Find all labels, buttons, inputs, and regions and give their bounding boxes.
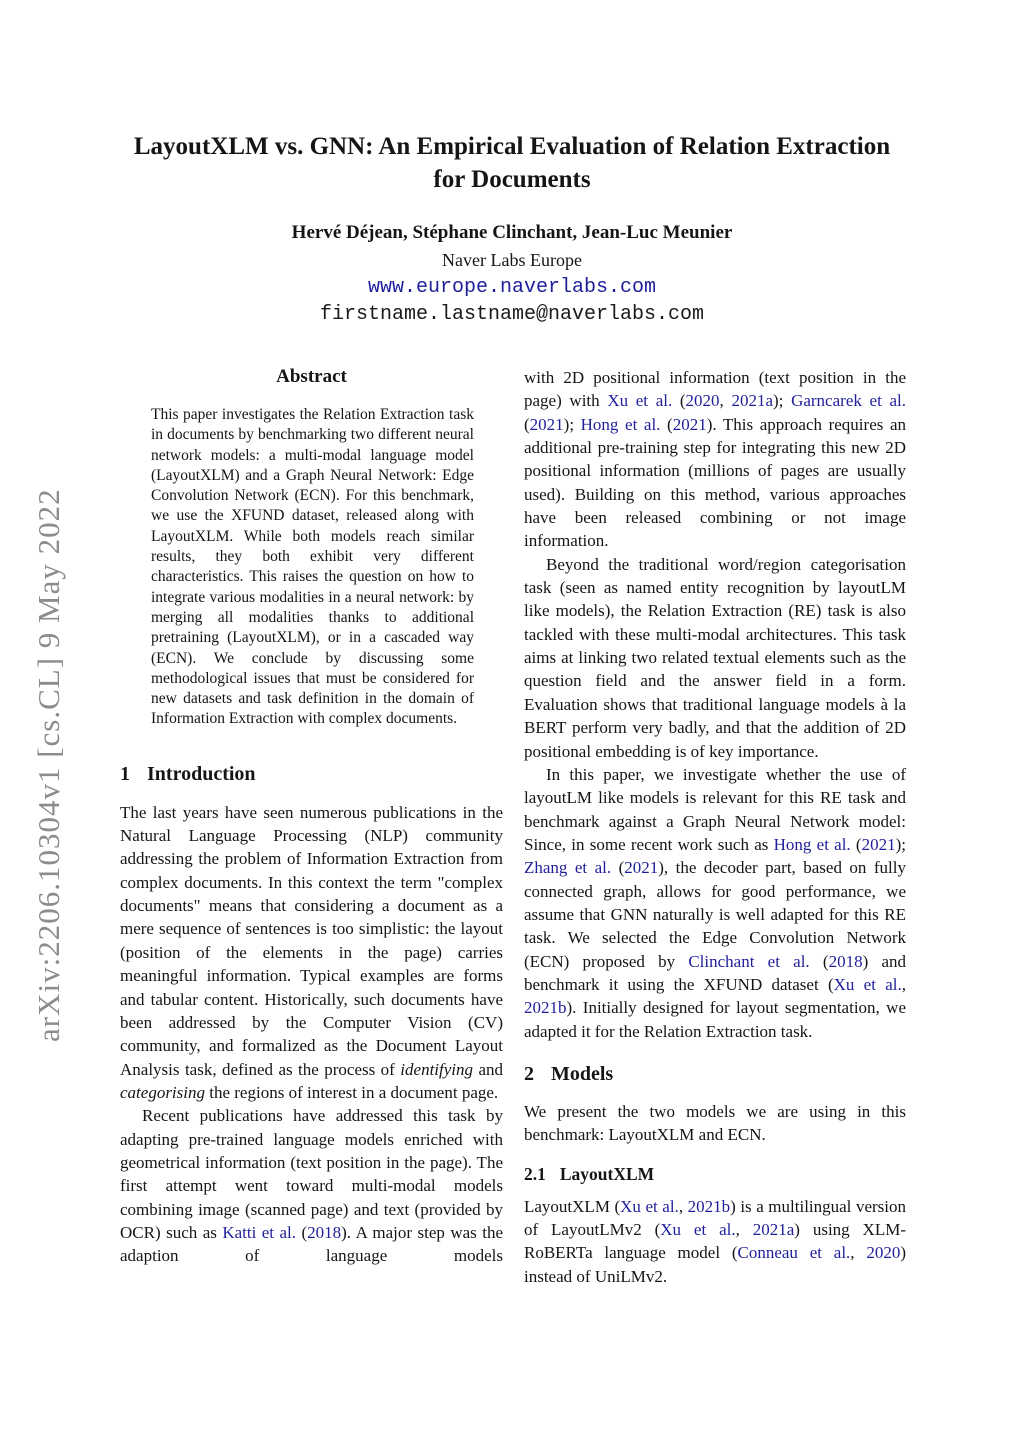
text-run: ( [524, 414, 530, 434]
text-run: and [473, 1059, 504, 1079]
column2-paragraph-1 [524, 366, 906, 553]
citation-link[interactable]: 2021a [752, 1220, 795, 1239]
affiliation-line: Naver Labs Europe [442, 250, 582, 270]
text-run: The last years have seen numerous publications in the Natural Language Processing (NLP) community addressing the problem of Information Extraction from complex documents. In this context the term "complex documents" means that considering a document as a mere sequence of sentences is too simplistic: the layout (position of the elements in the page) carries meaningful information. Typical examples are forms and tabular content. Historically, such documents have been addressed by the Computer Vision (CV) community, and formalized as the Document Layout Analysis task, defined as the process of [120, 802, 503, 1079]
text-run: , [850, 1243, 867, 1263]
section-2-number: 2 [524, 1062, 534, 1085]
layoutxlm-paragraph [524, 1195, 906, 1288]
citation-link[interactable]: 2021 [624, 858, 659, 878]
citation-link[interactable]: 2018 [307, 1222, 342, 1242]
paper-header [0, 130, 1024, 326]
citation-link[interactable]: Hong et al. [580, 414, 661, 434]
intro-paragraph-2 [120, 1104, 503, 1267]
text-run: ) using XLM-RoBERTa language model ( [524, 1220, 906, 1263]
citation-link[interactable]: Garncarek et al. [791, 391, 906, 411]
email-text: firstname.lastname@naverlabs.com [319, 303, 705, 326]
citation-link[interactable]: 2021 [861, 834, 896, 854]
text-run: LayoutXLM ( [524, 1196, 621, 1216]
left-column [120, 360, 503, 1268]
citation-link[interactable]: 2021 [529, 414, 564, 434]
citation-link[interactable]: 2020 [685, 391, 720, 411]
citation-link[interactable]: Hong et al. [773, 834, 851, 854]
text-run: with 2D positional information (text position in the page) with [524, 368, 906, 411]
citation-link[interactable]: Xu et al. [833, 974, 902, 994]
intro-paragraph-1 [120, 801, 503, 1104]
text-run: ). Initially designed for layout segmentation, we adapted it for the Relation Extraction task. [524, 998, 906, 1041]
section-2-1-title: LayoutXLM [559, 1163, 655, 1184]
paper-title-line-2: for Documents [433, 166, 591, 193]
text-run: , [901, 974, 906, 994]
section-1-heading [120, 761, 503, 787]
section-2-1-number: 2.1 [524, 1163, 546, 1184]
text-run: We present the two models we are using in this benchmark: LayoutXLM and ECN. [524, 1101, 906, 1145]
text-run: ) and benchmark it using the XFUND dataset ( [524, 951, 906, 994]
text-run: ); [895, 834, 906, 854]
section-2-1-heading [524, 1162, 906, 1186]
citation-link[interactable]: 2021 [672, 414, 707, 434]
paper-title [0, 130, 1024, 196]
text-run: Beyond the traditional word/region categorisation task (seen as named entity recognition by layoutLM like models), the Relation Extraction (RE) task is also tackled with these multi-modal architectures. This task aims at linking two related textual elements such as the question field and the answer field in a form. Evaluation shows that traditional language models à la BERT perform very badly, and that the addition of 2D positional embedding is of key importance. [524, 554, 906, 761]
section-2-title: Models [551, 1062, 614, 1085]
citation-link[interactable]: Conneau et al. [737, 1243, 851, 1263]
text-run: Recent publications have addressed this task by adapting pre-trained language models enriched with geometrical information (text position in the page). The first attempt went toward multi-modal models combining image (scanned page) and text (provided by OCR) such as [120, 1106, 503, 1242]
column2-paragraph-2 [524, 553, 906, 763]
authors-line: Hervé Déjean, Stéphane Clinchant, Jean-Luc Meunier [291, 222, 733, 243]
citation-link[interactable]: 2018 [828, 951, 863, 971]
text-run: ) is a multilingual version of LayoutLMv2 ( [524, 1196, 906, 1239]
citation-link[interactable]: Xu et al. [620, 1196, 679, 1216]
text-run: the regions of interest in a document page. [205, 1082, 499, 1102]
text-run: ( [809, 951, 829, 971]
emphasis-text: identifying [400, 1059, 474, 1079]
section-1-number: 1 [120, 762, 130, 785]
citation-link[interactable]: Xu et al. [660, 1220, 736, 1239]
emphasis-text: categorising [120, 1082, 205, 1102]
text-run: ( [296, 1222, 308, 1242]
text-run: ( [672, 391, 686, 411]
text-run: , [735, 1220, 753, 1239]
text-run: ). A major step was the adaption of language models [120, 1222, 503, 1266]
column2-paragraph-3 [524, 763, 906, 1043]
text-run: , [678, 1196, 688, 1216]
citation-link[interactable]: 2020 [866, 1243, 901, 1263]
citation-link[interactable]: Zhang et al. [524, 858, 612, 878]
text-run: ); [563, 414, 581, 434]
text-run: ) instead of UniLMv2. [524, 1243, 907, 1286]
citation-link[interactable]: 2021a [731, 391, 774, 411]
text-run: In this paper, we investigate whether the use of layoutLM like models is relevant for this RE task and benchmark against a Graph Neural Network model: Since, in some recent work such as [524, 764, 906, 854]
text-run: ( [611, 858, 625, 878]
section-1-title: Introduction [147, 762, 256, 785]
citation-link[interactable]: Clinchant et al. [688, 951, 810, 971]
section-2-heading [524, 1061, 906, 1087]
text-run: , [719, 391, 732, 411]
citation-link[interactable]: Xu et al. [607, 391, 673, 411]
models-paragraph [524, 1100, 906, 1147]
text-run: ), the decoder part, based on fully connected graph, allows for good performance, we assume that GNN naturally is well adapted for this RE task. We selected the Edge Convolution Network (ECN) proposed by [524, 858, 906, 971]
abstract-heading: Abstract [276, 366, 347, 387]
citation-link[interactable]: 2021b [687, 1196, 731, 1216]
right-column [524, 360, 906, 1288]
abstract-text [151, 405, 474, 730]
text-run: ); [773, 391, 792, 411]
citation-link[interactable]: Katti et al. [222, 1222, 297, 1242]
text-run: ( [660, 414, 673, 434]
text-run: ( [850, 834, 862, 854]
text-run: This paper investigates the Relation Extraction task in documents by benchmarking two different neural network models: a multi-modal language model (LayoutXLM) and a Graph Neural Network: Edge Convolution Network (ECN). For this benchmark, we use the XFUND dataset, released along with LayoutXLM. While both models reach similar results, they both exhibit very different characteristics. This raises the question on how to integrate various modalities in a neural network: by merging all modalities thanks to additional pretraining (LayoutXLM), or in a cascaded way (ECN). We conclude by discussing some methodological issues that must be considered for new datasets and task definition in the domain of Information Extraction with complex documents. [151, 406, 474, 728]
arxiv-watermark: arXiv:2206.10304v1 [cs.CL] 9 May 2022 [31, 488, 66, 1042]
text-run: ). This approach requires an additional pre-training step for integrating this new 2D positional information (millions of pages are usually used). Building on this method, various approaches have been released combining or not image information. [524, 414, 906, 551]
website-link[interactable]: www.europe.naverlabs.com [367, 276, 657, 299]
citation-link[interactable]: 2021b [524, 998, 567, 1018]
paper-title-line-1: LayoutXLM vs. GNN: An Empirical Evaluation of Relation Extraction [133, 133, 891, 160]
